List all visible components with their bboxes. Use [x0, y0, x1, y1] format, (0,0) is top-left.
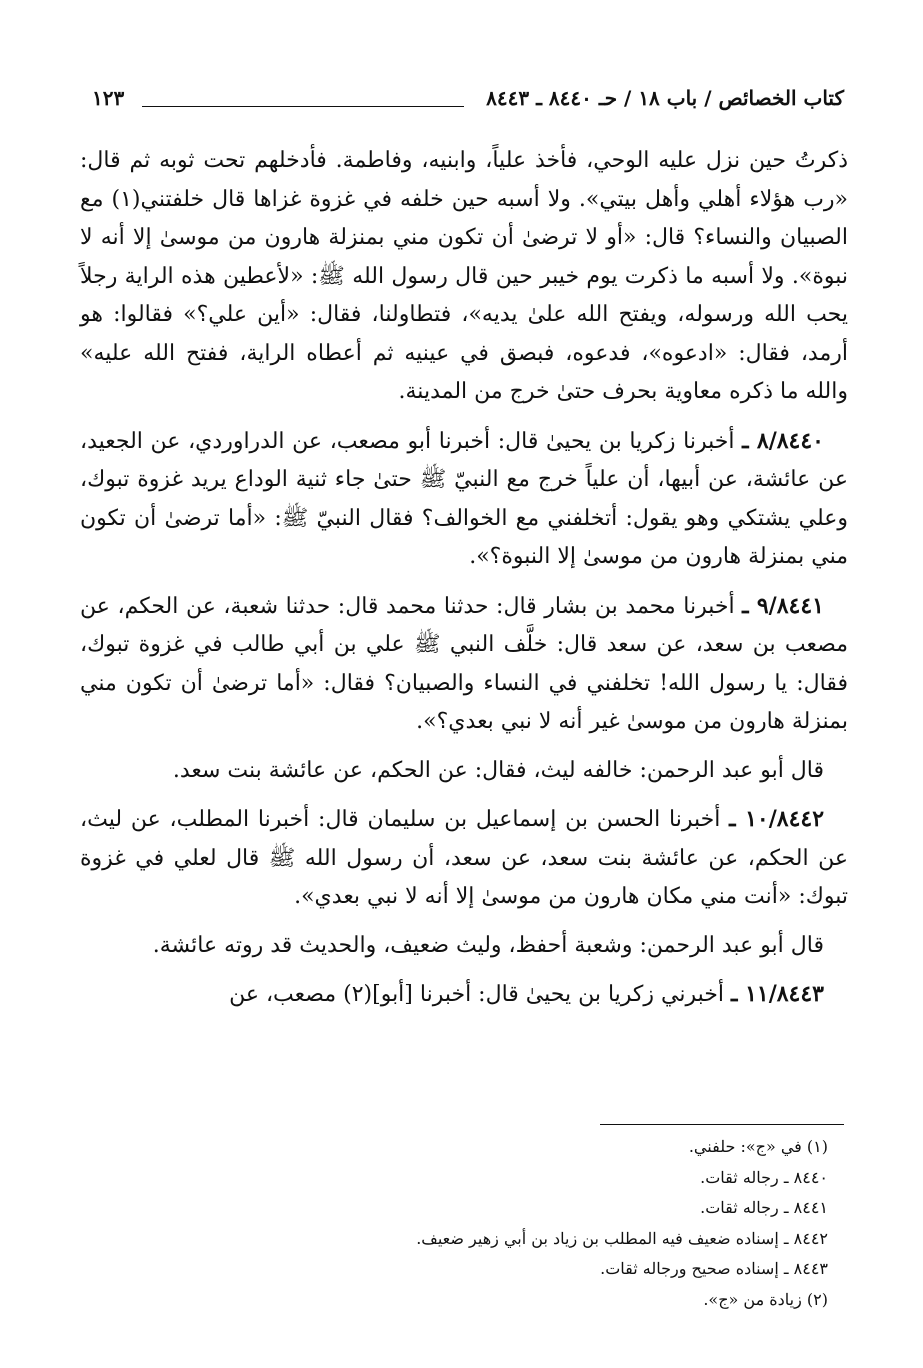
paragraph-text: أخبرنا زكريا بن يحيىٰ قال: أخبرنا أبو مصعب، عن الدراوردي، عن الجعيد، عن عائشة، عن أبيها، أن علياً خرج مع النبيّ ﷺ حتىٰ جاء ثنية الوداع يريد غزوة تبوك، وعلي يشتكي وهو يقول: أتخلفني مع الخوالف؟ فقال النبيّ ﷺ: «أما ترضىٰ أن تكون مني بمنزلة هارون من موسىٰ إلا النبوة؟».	[80, 428, 848, 569]
page-number: ١٢٣	[92, 86, 125, 110]
footnote: (٢) زيادة من «ج».	[703, 1289, 828, 1309]
paragraph-text: أخبرنا محمد بن بشار قال: حدثنا محمد قال: حدثنا شعبة، عن الحكم، عن مصعب بن سعد، عن سعد قال: خلَّف النبي ﷺ علي بن أبي طالب في غزوة تبوك، فقال: يا رسول الله! تخلفني في النساء والصبيان؟ فقال: «أما ترضىٰ أن تكون مني بمنزلة هارون من موسىٰ غير أنه لا نبي بعدي؟».	[80, 593, 848, 734]
hadith-number: ١١/٨٤٤٣ ـ	[730, 981, 824, 1007]
hadith-8442	[80, 800, 848, 917]
header-rule	[142, 106, 464, 107]
hadith-number: ١٠/٨٤٤٢ ـ	[729, 806, 825, 832]
paragraph-text: ذكرتُ حين نزل عليه الوحي، فأخذ علياً، وابنيه، وفاطمة. فأدخلهم تحت ثوبه ثم قال: «رب هؤلاء أهلي وأهل بيتي». ولا أسبه حين خلفه في غزوة غزاها قال خلفتني(١) مع الصبيان والنساء؟ قال: «أو لا ترضىٰ أن تكون مني بمنزلة هارون من موسىٰ إلا أنه لا نبوة». ولا أسبه ما ذكرت يوم خيبر حين قال رسول الله ﷺ: «لأعطين هذه الراية رجلاً يحب الله ورسوله، ويفتح الله علىٰ يديه»، فتطاولنا، فقال: «أين علي؟» فقالوا: هو أرمد، فقال: «ادعوه»، فدعوه، فبصق في عينيه ثم أعطاه الراية، ففتح الله عليه» والله ما ذكره معاوية بحرف حتىٰ خرج من المدينة.	[80, 148, 848, 404]
footnote: ٨٤٤٠ ـ رجاله ثقات.	[700, 1167, 828, 1187]
commentary-paragraph	[80, 927, 848, 966]
footnote: ٨٤٤٣ ـ إسناده صحيح ورجاله ثقات.	[600, 1259, 828, 1278]
hadith-8443	[80, 975, 848, 1015]
footnote: (١) في «ج»: حلفني.	[688, 1137, 828, 1156]
footnote: ٨٤٤٢ ـ إسناده ضعيف فيه المطلب بن زياد بن أبي زهير ضعيف.	[416, 1228, 828, 1248]
page-header	[92, 86, 844, 120]
main-text	[80, 142, 848, 1025]
commentary-paragraph	[80, 752, 848, 791]
paragraph-text: أخبرنا الحسن بن إسماعيل بن سليمان قال: أخبرنا المطلب، عن ليث، عن الحكم، عن عائشة بنت سعد، عن سعد، أن رسول الله ﷺ قال لعلي في غزوة تبوك: «أنت مني مكان هارون من موسىٰ إلا أنه لا نبي بعدي».	[80, 807, 848, 909]
running-title: كتاب الخصائص / باب ١٨ / حـ ٨٤٤٠ ـ ٨٤٤٣	[486, 86, 844, 110]
footnote-separator	[600, 1124, 844, 1125]
footnote: ٨٤٤١ ـ رجاله ثقات.	[700, 1198, 828, 1217]
footnotes	[80, 1132, 848, 1315]
hadith-8440	[80, 422, 848, 577]
paragraph-text: أخبرني زكريا بن يحيىٰ قال: أخبرنا [أبو](٢) مصعب، عن	[229, 982, 724, 1007]
paragraph-text: قال أبو عبد الرحمن: وشعبة أحفظ، وليث ضعيف، والحديث قد روته عائشة.	[152, 932, 824, 958]
hadith-8441	[80, 587, 848, 742]
paragraph-continuation	[80, 142, 848, 412]
hadith-number: ٨/٨٤٤٠ ـ	[742, 427, 824, 454]
hadith-number: ٩/٨٤٤١ ـ	[742, 592, 824, 619]
paragraph-text: قال أبو عبد الرحمن: خالفه ليث، فقال: عن الحكم، عن عائشة بنت سعد.	[172, 757, 824, 783]
